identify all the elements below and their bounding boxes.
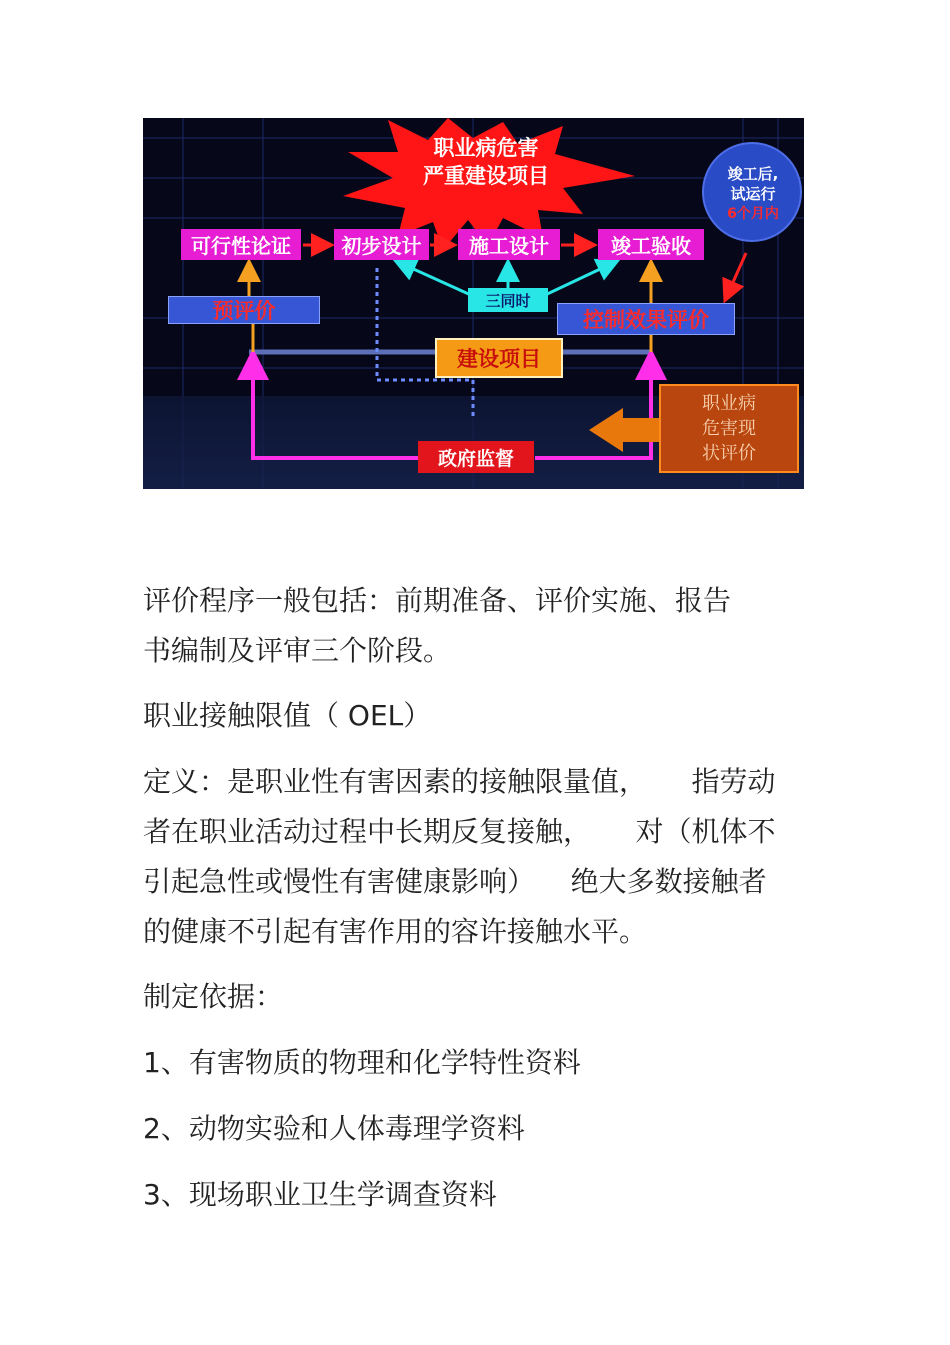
step-construction-design: 施工设计 <box>458 229 560 260</box>
trial-run-label <box>713 164 793 224</box>
procedure-paragraph <box>143 576 808 676</box>
step-preliminary-design: 初步设计 <box>334 229 429 260</box>
basis-item-3 <box>143 1170 808 1220</box>
pre-evaluation-box: 预评价 <box>168 296 320 324</box>
status-line-3: 状评价 <box>702 443 756 464</box>
circle-line-2: 试运行 <box>730 185 776 203</box>
oel-heading <box>143 691 808 741</box>
basis-item-3-text: 3、现场职业卫生学调查资料 <box>143 1178 497 1211</box>
step-feasibility: 可行性论证 <box>181 229 301 260</box>
definition-line-1: 定义：是职业性有害因素的接触限量值， 指劳动 <box>143 765 776 798</box>
definition-line-2: 者在职业活动过程中长期反复接触， 对（机体不 <box>143 815 776 848</box>
definition-line-4: 的健康不引起有害作用的容许接触水平。 <box>143 915 648 948</box>
procedure-line-1: 评价程序一般包括：前期准备、评价实施、报告 <box>143 584 732 617</box>
construction-project-box: 建设项目 <box>435 338 563 378</box>
evaluation-flow-diagram <box>143 118 804 489</box>
hazard-burst-label <box>411 134 561 190</box>
control-effect-evaluation-box: 控制效果评价 <box>557 303 735 335</box>
status-line-1: 职业病 <box>702 393 756 414</box>
burst-line-2: 严重建设项目 <box>423 164 549 188</box>
basis-item-2-text: 2、动物实验和人体毒理学资料 <box>143 1112 525 1145</box>
burst-line-1: 职业病危害 <box>433 136 539 160</box>
basis-heading <box>143 972 808 1022</box>
oel-heading-text: 职业接触限值（ OEL） <box>143 699 432 732</box>
three-simultaneous-box: 三同时 <box>468 288 548 312</box>
hazard-status-evaluation-panel <box>659 384 799 473</box>
basis-item-2 <box>143 1104 808 1154</box>
status-line-2: 危害现 <box>702 418 756 439</box>
basis-heading-text: 制定依据： <box>143 980 284 1013</box>
definition-paragraph <box>143 757 808 957</box>
step-completion-acceptance: 竣工验收 <box>598 229 704 260</box>
definition-line-3: 引起急性或慢性有害健康影响） 绝大多数接触者 <box>143 865 767 898</box>
circle-line-1: 竣工后, <box>727 165 779 183</box>
government-supervision-box: 政府监督 <box>418 441 534 473</box>
procedure-line-2: 书编制及评审三个阶段。 <box>143 634 452 667</box>
basis-item-1 <box>143 1038 808 1088</box>
basis-item-1-text: 1、有害物质的物理和化学特性资料 <box>143 1046 581 1079</box>
circle-line-3: 6个月内 <box>727 206 779 222</box>
